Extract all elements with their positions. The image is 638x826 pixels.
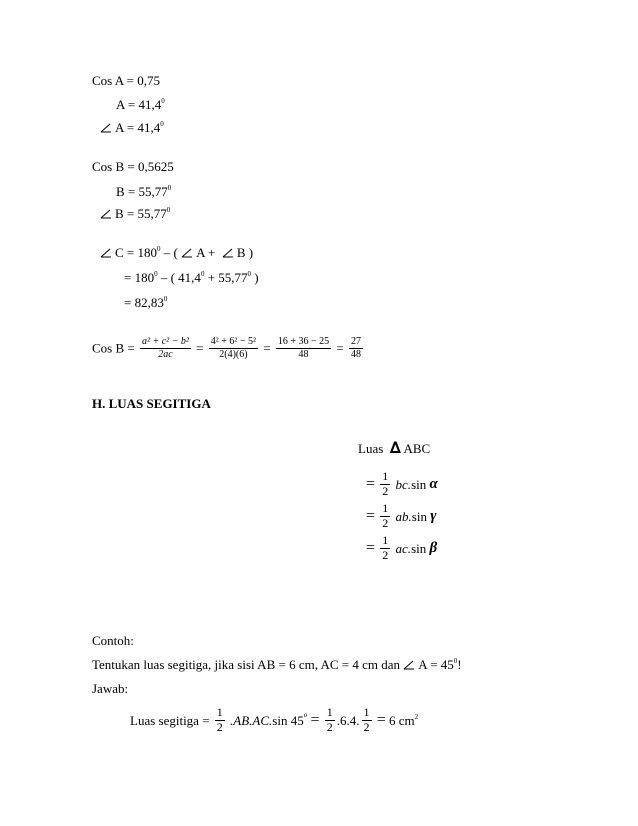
degree-sup: 0 — [167, 184, 172, 192]
formula-lead: Cos B = — [92, 340, 135, 356]
equals-sign: = — [336, 340, 344, 356]
jawab-label: Jawab: — [92, 681, 129, 696]
equals-sign: = — [366, 507, 376, 525]
cos-a-value: Cos A = 0,75 — [92, 73, 161, 88]
angle-b-symbol-line — [100, 207, 170, 220]
degree-sup: o — [303, 711, 308, 720]
angle-c-calc-text: ) — [251, 270, 259, 285]
fraction-numerator: 1 — [382, 501, 389, 515]
answer-result: 6 cm — [389, 712, 415, 728]
degree-sup: 0 — [247, 270, 252, 278]
angle-c-result: = 82,83 — [124, 295, 164, 310]
sin-text: sin — [411, 508, 427, 524]
angle-c-calc-text: – ( 41,4 — [157, 270, 201, 285]
cos-b-line — [92, 160, 174, 173]
degree-sup: 0 — [154, 270, 158, 278]
luas-formula-row — [366, 502, 436, 531]
fraction-half — [325, 706, 335, 735]
fraction-denominator: 2ac — [158, 348, 173, 360]
fraction-evaluated — [276, 336, 331, 360]
degree-sup: 0 — [453, 657, 458, 665]
sin-text: sin — [411, 476, 427, 492]
angle-icon — [181, 248, 193, 258]
greek-symbol: γ — [430, 507, 437, 524]
fraction-result — [349, 336, 363, 360]
fraction-substituted — [209, 336, 258, 360]
fraction-denominator: 2 — [363, 719, 370, 734]
degree-sup: 0 — [200, 270, 205, 278]
angle-value: 45 — [287, 712, 304, 728]
fraction-denominator: 2 — [382, 547, 389, 562]
question-text: Tentukan luas segitiga, jika sisi AB = 6 cm, AC = 4 cm dan — [92, 657, 404, 672]
angle-icon — [403, 660, 415, 670]
fraction-denominator: 2 — [326, 719, 333, 734]
fraction-numerator: 1 — [363, 705, 370, 719]
fraction-numerator: 27 — [351, 336, 362, 347]
angle-icon — [100, 209, 112, 219]
angle-c-line — [100, 246, 253, 259]
fraction-numerator: 1 — [326, 705, 333, 719]
degree-sup: 0 — [161, 97, 165, 105]
angle-a-value: A = 41,4 — [116, 97, 162, 112]
cos-b-value: Cos B = 0,5625 — [92, 159, 174, 174]
degree-sup: 0 — [163, 295, 168, 303]
greek-symbol: β — [429, 539, 438, 556]
fraction-numerator: 1 — [382, 533, 389, 547]
fraction-numerator: 4² + 6² − 5² — [210, 336, 257, 347]
fraction-half — [380, 534, 390, 563]
equals-sign: = — [196, 340, 204, 356]
luas-title — [358, 440, 430, 456]
luas-expr: ac. — [395, 540, 412, 556]
angle-b-value: B = 55,77 — [116, 184, 168, 199]
luas-formula-row — [366, 534, 437, 563]
equals-sign: = — [263, 340, 271, 356]
luas-expr: ab. — [395, 508, 412, 524]
fraction-half — [215, 706, 225, 735]
angle-c-calc-text: + 55,77 — [204, 270, 248, 285]
fraction-denominator: 2(4)(6) — [219, 348, 248, 360]
angle-c-calc-text: = 180 — [124, 270, 155, 285]
fraction-general — [140, 336, 191, 360]
triangle-label: ABC — [403, 441, 431, 456]
degree-sup: 0 — [157, 245, 161, 253]
question-text: ! — [457, 657, 462, 672]
angle-c-text: C = 180 — [115, 245, 158, 260]
angle-c-result-line — [124, 296, 167, 309]
angle-c-text: B ) — [236, 245, 254, 260]
luas-label: Luas — [358, 441, 384, 456]
equals-sign: = — [366, 475, 376, 493]
contoh-question — [92, 658, 462, 671]
answer-expr: .6.4. — [336, 712, 360, 728]
answer-lead: Luas segitiga = — [130, 712, 213, 728]
question-text: A = 45 — [418, 657, 454, 672]
triangle-icon: ∆ — [389, 438, 401, 457]
equals-sign: = — [376, 711, 386, 729]
fraction-half — [380, 502, 390, 531]
fraction-numerator: 16 + 36 − 25 — [277, 336, 330, 347]
cos-b-formula — [92, 336, 365, 360]
angle-c-calc-line — [124, 271, 259, 284]
fraction-numerator: 1 — [216, 705, 223, 719]
fraction-half — [380, 470, 390, 499]
angle-a-symbol-line — [100, 121, 164, 134]
equals-sign: = — [310, 711, 320, 729]
fraction-denominator: 48 — [298, 348, 309, 360]
fraction-denominator: 2 — [382, 483, 389, 498]
angle-b-line — [116, 185, 171, 198]
sin-text: sin — [272, 712, 288, 728]
squared-sup: 2 — [414, 713, 419, 722]
contoh-title: Contoh: — [92, 633, 134, 648]
equals-sign: = — [366, 539, 376, 557]
fraction-denominator: 2 — [382, 515, 389, 530]
answer-line — [130, 706, 418, 735]
angle-a-line — [116, 98, 165, 111]
angle-b-symbol-value: B = 55,77 — [115, 206, 167, 221]
angle-a-symbol-value: A = 41,4 — [115, 120, 161, 135]
angle-icon — [222, 248, 234, 258]
angle-c-text: – ( — [160, 245, 182, 260]
greek-symbol: α — [429, 475, 438, 492]
sin-text: sin — [411, 540, 427, 556]
cos-a-line — [92, 74, 160, 87]
fraction-numerator: 1 — [382, 469, 389, 483]
luas-formula-row — [366, 470, 438, 499]
angle-icon — [100, 123, 112, 133]
fraction-half — [362, 706, 372, 735]
fraction-numerator: a² + c² − b² — [141, 336, 189, 347]
degree-sup: 0 — [166, 206, 171, 214]
answer-expr: .AB.AC. — [230, 712, 273, 728]
fraction-denominator: 2 — [216, 719, 223, 734]
degree-sup: 0 — [160, 120, 164, 128]
angle-c-text: A + — [196, 245, 219, 260]
section-heading: H. LUAS SEGITIGA — [92, 396, 211, 411]
fraction-denominator: 48 — [351, 348, 362, 360]
angle-icon — [100, 248, 112, 258]
luas-expr: bc. — [395, 476, 412, 492]
